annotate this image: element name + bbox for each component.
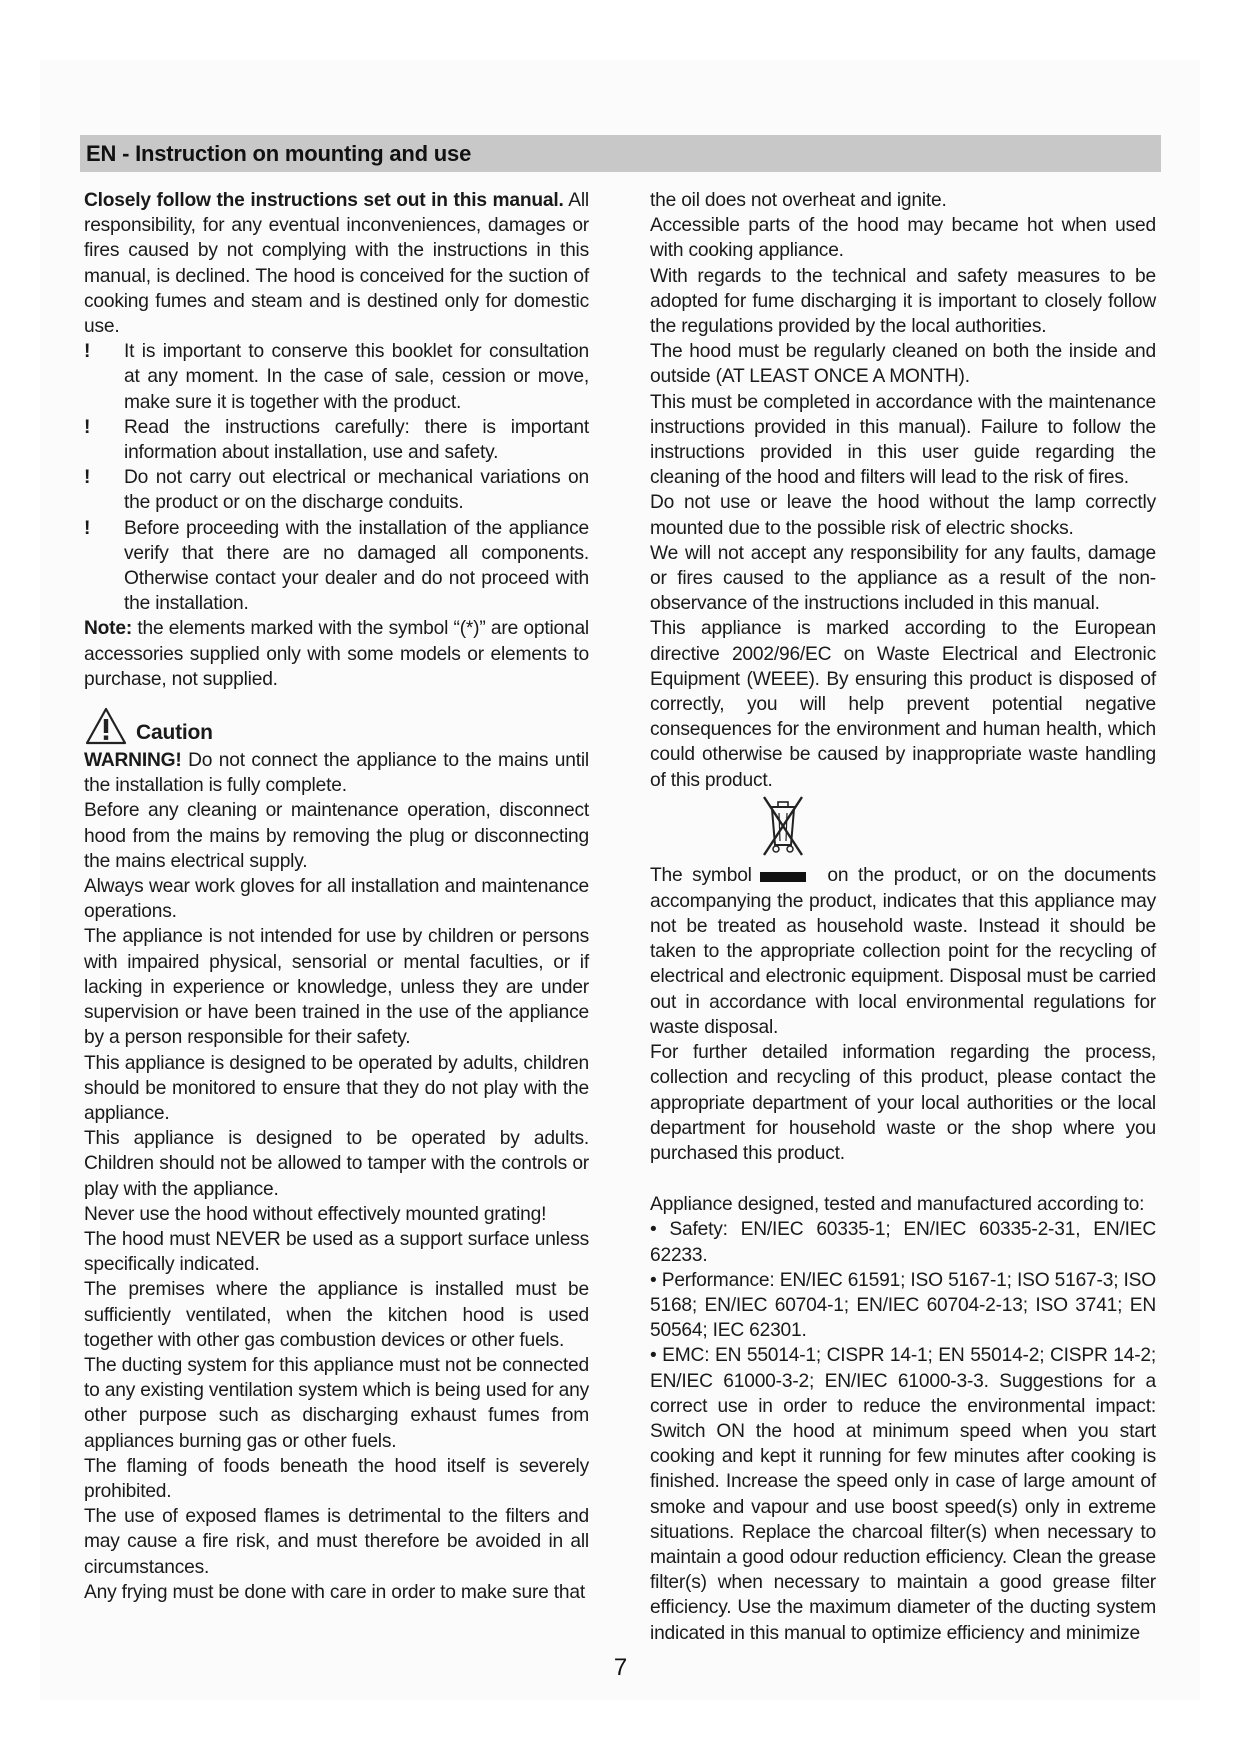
warning-text: Do not connect the appliance to the mains until the installation is fully complete. bbox=[84, 750, 589, 797]
body-paragraph: Do not use or leave the hood without the lamp correctly mounted due to the possible risk of electric shocks. bbox=[650, 492, 1156, 539]
body-paragraph: The ducting system for this appliance must not be connected to any existing ventilation system which is being used for any other purpose such as discharging exhaust fumes from appliances burning gas or other fuels. bbox=[84, 1354, 589, 1452]
crossed-bin-icon bbox=[760, 793, 806, 863]
section-header bbox=[80, 135, 1161, 172]
body-paragraph: Any frying must be done with care in order to make sure that bbox=[84, 1581, 585, 1603]
body-paragraph: This appliance is designed to be operated by adults. Children should not be allowed to tamper with the controls or play with the appliance. bbox=[84, 1128, 589, 1200]
body-paragraph: The hood must NEVER be used as a support surface unless specifically indicated. bbox=[84, 1228, 589, 1276]
page-number: 7 bbox=[613, 1654, 628, 1681]
body-paragraph: We will not accept any responsibility for any faults, damage or fires caused to the appliance as a result of the non-observance of the instructions included in this manual. bbox=[650, 542, 1156, 615]
body-paragraph: The flaming of foods beneath the hood itself is severely prohibited. bbox=[84, 1455, 589, 1502]
exclamation-icon: ! bbox=[84, 416, 91, 438]
spacer bbox=[650, 793, 1156, 863]
note-paragraph bbox=[84, 616, 589, 692]
caution-label: Caution bbox=[136, 721, 213, 745]
further-info-paragraph: For further detailed information regarding the process, collection and recycling of this product, please contact the appropriate department of your local authorities or the local department for household waste or the shop where you purchased this product. bbox=[650, 1042, 1156, 1164]
warning-bullet bbox=[84, 465, 589, 515]
bullet-text: Do not carry out electrical or mechanical variations on the product or on the discharge conduits. bbox=[124, 467, 589, 514]
warning-bullet bbox=[84, 339, 589, 415]
bullet-text: It is important to conserve this booklet for consultation at any moment. In the case of sale, cession or move, make sure it is together with the product. bbox=[124, 341, 589, 413]
body-paragraph: The hood must be regularly cleaned on both the inside and outside (AT LEAST ONCE A MONTH). bbox=[650, 341, 1156, 388]
exclamation-icon: ! bbox=[84, 341, 91, 363]
weee-paragraph: This appliance is marked according to the European directive 2002/96/EC on Waste Electrical and Electronic Equipment (WEEE). By ensuring this product is disposed of correctly, you will help prevent potential negative consequences for the environment and human health, which could otherwise be caused by inappropriate waste handling of this product. bbox=[650, 618, 1156, 791]
body-paragraph: Before any cleaning or maintenance operation, disconnect hood from the mains by removing the plug or disconnecting the mains electrical supply. bbox=[84, 800, 589, 872]
body-paragraph: Accessible parts of the hood may became hot when used with cooking appliance. bbox=[650, 215, 1156, 262]
symbol-text-after: on the product, or on the documents accompanying the product, indicates that this appliance may not be treated as household waste. Instead it should be taken to the appropriate collection point for the recycling of electrical and electronic equipment. Disposal must be carried out in accordance with local environmental regulations for waste disposal. bbox=[650, 864, 1156, 1038]
body-paragraph: The use of exposed flames is detrimental to the filters and may cause a fire risk, and must therefore be avoided in all circumstances. bbox=[84, 1506, 589, 1578]
standards-item: • Safety: EN/IEC 60335-1; EN/IEC 60335-2-31, EN/IEC 62233. bbox=[650, 1219, 1156, 1266]
note-text: the elements marked with the symbol “(*)” are optional accessories supplied only with some models or elements to purchase, not supplied. bbox=[84, 618, 589, 690]
note-label: Note: bbox=[84, 618, 133, 640]
exclamation-icon: ! bbox=[84, 517, 91, 539]
body-paragraph: With regards to the technical and safety measures to be adopted for fume discharging it is important to closely follow the regulations provided by the local authorities. bbox=[650, 265, 1156, 338]
right-column bbox=[650, 188, 1156, 1646]
intro-bold-text: Closely follow the instructions set out in this manual. bbox=[84, 190, 564, 211]
warning-paragraph bbox=[84, 748, 589, 798]
body-paragraph: The appliance is not intended for use by children or persons with impaired physical, sensorial or mental faculties, or if lacking in experience or knowledge, unless they are under supervision or have been trained in the use of the appliance by a person responsible for their safety. bbox=[84, 926, 589, 1049]
standards-intro: Appliance designed, tested and manufactured according to: bbox=[650, 1194, 1145, 1216]
bullet-text: Read the instructions carefully: there is important information about installation, use and safety. bbox=[124, 416, 589, 464]
exclamation-icon: ! bbox=[84, 467, 91, 489]
warning-triangle-icon bbox=[84, 706, 128, 746]
body-paragraph: This appliance is designed to be operated by adults, children should be monitored to ensure that they do not play with the appliance. bbox=[84, 1052, 589, 1124]
body-paragraph: Never use the hood without effectively mounted grating! bbox=[84, 1203, 547, 1225]
spacer bbox=[650, 1166, 1156, 1192]
standards-item: • Performance: EN/IEC 61591; ISO 5167-1; ISO 5167-3; ISO 5168; EN/IEC 60704-1; EN/IEC 60704-2-13; ISO 3741; EN 50564; IEC 62301. bbox=[650, 1269, 1156, 1342]
body-paragraph: the oil does not overheat and ignite. bbox=[650, 190, 947, 211]
symbol-text-before: The symbol bbox=[650, 864, 752, 886]
standards-item: • EMC: EN 55014-1; CISPR 14-1; EN 55014-2; CISPR 14-2; EN/IEC 61000-3-2; EN/IEC 61000-3-3. Suggestions for a correct use in order to reduce the environmental impact: Switch ON the hood at minimum speed when you start cooking and kept it running for few minutes after cooking is finished. Increase the speed only in case of large amount of smoke and vapour and use boost speed(s) only in extreme situations. Replace the charcoal filter(s) when necessary to maintain a good odour reduction efficiency. Clean the grease filter(s) when necessary to maintain a good grease filter efficiency. Use the maximum diameter of the ducting system indicated in this manual to optimize efficiency and minimize bbox=[650, 1345, 1156, 1644]
warning-label: WARNING! bbox=[84, 750, 182, 772]
section-title: EN - Instruction on mounting and use bbox=[86, 141, 472, 166]
left-column bbox=[84, 188, 589, 1605]
weee-bin-icon bbox=[752, 863, 818, 889]
body-paragraph: The premises where the appliance is installed must be sufficiently ventilated, when the kitchen hood is used together with other gas combustion devices or other fuels. bbox=[84, 1279, 589, 1351]
caution-heading bbox=[84, 706, 589, 746]
warning-bullet bbox=[84, 516, 589, 617]
warning-bullet bbox=[84, 415, 589, 465]
intro-paragraph bbox=[84, 188, 589, 339]
weee-bar bbox=[760, 872, 806, 882]
bullet-text: Before proceeding with the installation of the appliance verify that there are no damaged all components. Otherwise contact your dealer and do not proceed with the installation. bbox=[124, 517, 589, 615]
intro-text: All responsibility, for any eventual inconveniences, damages or fires caused by not complying with the instructions in this manual, is declined. The hood is conceived for the suction of cooking fumes and steam and is destined only for domestic use. bbox=[84, 190, 589, 338]
body-paragraph: Always wear work gloves for all installation and maintenance operations. bbox=[84, 876, 589, 923]
symbol-paragraph bbox=[650, 863, 1156, 1040]
body-paragraph: This must be completed in accordance with the maintenance instructions provided in this manual). Failure to follow the instructions provided in this user guide regarding the cleaning of the hood and filters will lead to the risk of fires. bbox=[650, 391, 1156, 489]
